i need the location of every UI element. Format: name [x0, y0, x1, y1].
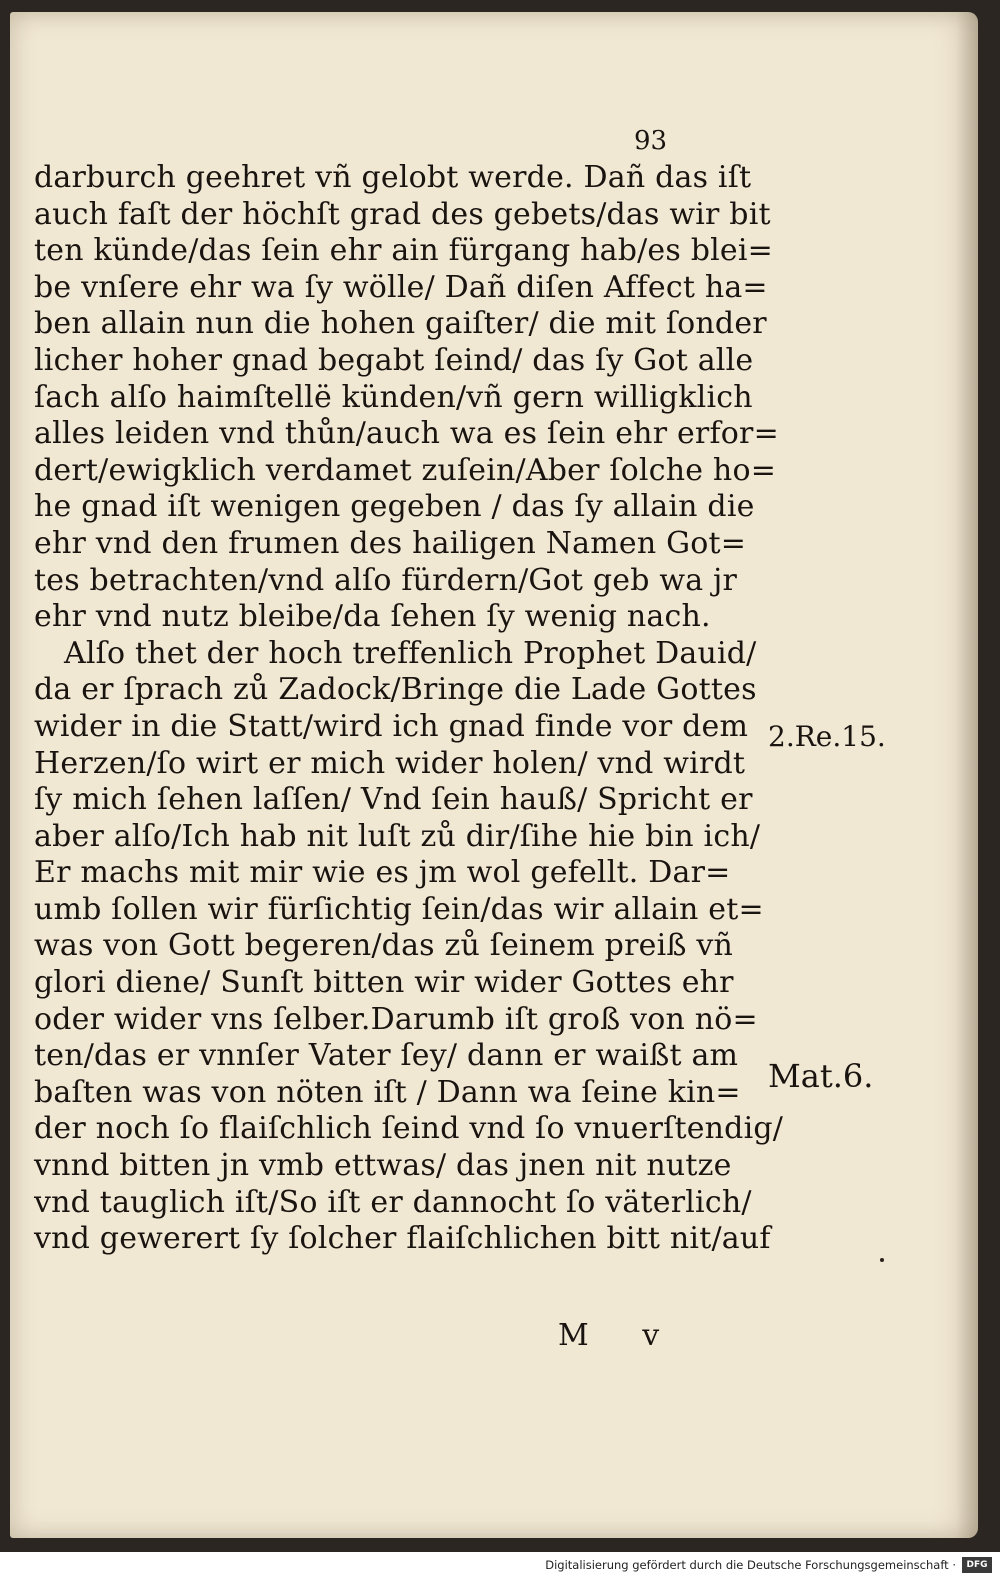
text-line: alles leiden vnd thůn/auch wa es ſein ehr erfor= — [34, 416, 779, 452]
text-line: ſach alſo haimſtellë künden/vñ gern willigklich — [34, 379, 753, 415]
body-text — [34, 160, 784, 1258]
text-line: licher hoher gnad begabt ſeind/ das ſy Got alle — [34, 342, 754, 378]
text-line: umb ſollen wir fürſichtig ſein/das wir allain et= — [34, 891, 764, 927]
text-line: vnd gewerert ſy ſolcher flaiſchlichen bitt nit/auf — [34, 1221, 771, 1257]
funding-credit: Digitalisierung gefördert durch die Deutsche Forschungsgemeinschaft · — [545, 1558, 956, 1572]
text-line: Er machs mit mir wie es jm wol gefellt. Dar= — [34, 855, 731, 891]
text-line: ten künde/das ſein ehr ain fürgang hab/es blei= — [34, 233, 773, 269]
text-line: wider in die Statt/wird ich gnad finde vor dem — [34, 708, 749, 744]
text-line: vnd tauglich iſt/So iſt er dannocht ſo väterlich/ — [34, 1184, 752, 1220]
text-line: auch faſt der höchſt grad des gebets/das wir bit — [34, 196, 771, 232]
text-line: aber alſo/Ich hab nit luſt zů dir/ſihe hie bin ich/ — [34, 818, 761, 854]
text-line: oder wider vns ſelber.Darumb iſt groß von nö= — [34, 1001, 758, 1037]
text-line: ehr vnd nutz bleibe/da ſehen ſy wenig nach. — [34, 599, 711, 635]
text-line: Herzen/ſo wirt er mich wider holen/ vnd wirdt — [34, 745, 746, 781]
page-edge-shadow — [956, 12, 978, 1538]
footer-bar — [0, 1552, 1000, 1579]
text-line: darburch geehret vñ gelobt werde. Dañ das iſt — [34, 160, 752, 195]
text-line: ben allain nun die hohen gaiſter/ die mit ſonder — [34, 306, 767, 342]
text-line: ſy mich ſehen laſſen/ Vnd ſein hauß/ Spricht er — [34, 782, 753, 818]
signature-mark: M v — [558, 1318, 682, 1353]
text-line: der noch ſo flaiſchlich ſeind vnd ſo vnuerſtendig/ — [34, 1111, 784, 1147]
text-line: ehr vnd den frumen des hailigen Namen Got= — [34, 525, 747, 561]
text-line: baſten was von nöten iſt / Dann wa ſeine kin= — [34, 1074, 741, 1110]
text-line-paragraph-start: Alſo thet der hoch treffenlich Prophet Dauid/ — [64, 635, 757, 671]
margin-note-reference: Mat.6. — [768, 1057, 874, 1095]
dfg-logo-icon: DFG — [962, 1557, 992, 1573]
text-line: was von Gott begeren/das zů ſeinem preiß vñ — [34, 928, 734, 964]
text-line: be vnſere ehr wa ſy wölle/ Dañ diſen Affect ha= — [34, 269, 768, 305]
ink-mark — [880, 1258, 884, 1262]
text-line: tes betrachten/vnd alſo fürdern/Got geb wa jr — [34, 562, 738, 598]
text-line: he gnad iſt wenigen gegeben / das ſy allain die — [34, 489, 755, 525]
text-line: glori diene/ Sunſt bitten wir wider Gottes ehr — [34, 965, 734, 1001]
text-line: ten/das er vnnſer Vater ſey/ dann er waißt am — [34, 1038, 739, 1074]
page-number: 93 — [634, 126, 668, 156]
text-line: da er ſprach zů Zadock/Bringe die Lade Gottes — [34, 672, 757, 708]
margin-note-reference: 2.Re.15. — [768, 720, 886, 753]
text-line: vnnd bitten jn vmb ettwas/ das jnen nit nutze — [34, 1148, 732, 1184]
text-line: dert/ewigklich verdamet zuſein/Aber ſolche ho= — [34, 452, 777, 488]
